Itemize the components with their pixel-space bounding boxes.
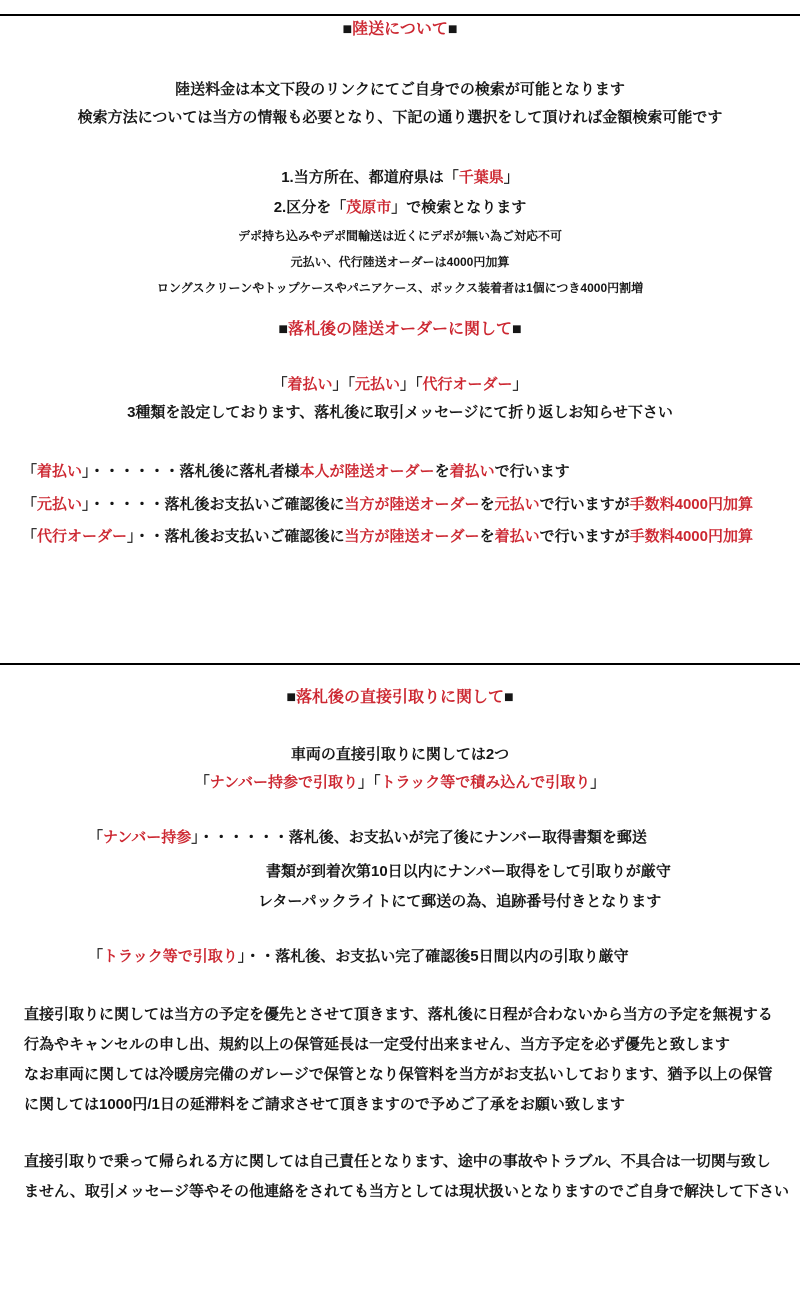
truck-pickup-line: 「トラック等で引取り」・・落札後、お支払い完了確認後5日間以内の引取り厳守 xyxy=(88,948,629,965)
storage-policy-line: 行為やキャンセルの申し出、規約以上の保管延長は一定受付出来ません、当方予定を必ず優先と致します xyxy=(24,1036,730,1053)
pickup-methods-line: 「ナンバー持参で引取り」「トラック等で積み込んで引取り」 xyxy=(194,774,606,791)
number-pickup-note-line: 書類が到着次第10日以内にナンバー取得をして引取りが厳守 xyxy=(266,863,671,880)
storage-policy-line: 直接引取りに関しては当方の予定を優先とさせて頂きます、落札後に日程が合わないから当方の予定を無視する xyxy=(24,1006,773,1023)
pickup-title: ■落札後の直接引取りに関して■ xyxy=(286,689,514,706)
self-risk-line: ません、取引メッセージ等やその他連絡をされても当方としては現状扱いとなりますのでご自身で解決して下さい xyxy=(24,1183,790,1200)
order-detail-line: 「着払い」・・・・・・落札後に落札者様本人が陸送オーダーを着払いで行います xyxy=(22,463,570,480)
transport-intro-line: 陸送料金は本文下段のリンクにてご自身での検索が可能となります xyxy=(175,81,625,98)
transport-note-line: デポ持ち込みやデポ間輸送は近くにデポが無い為ご対応不可 xyxy=(237,229,562,243)
transport-step-line: 2.区分を「茂原市」で検索となります xyxy=(273,199,527,216)
transport-title: ■陸送について■ xyxy=(342,21,458,38)
top-rule xyxy=(0,14,800,16)
self-risk-line: 直接引取りで乗って帰られる方に関しては自己責任となります、途中の事故やトラブル、不具合は一切関与致し xyxy=(24,1153,771,1170)
transport-note-line: ロングスクリーンやトップケースやパニアケース、ボックス装着者は1個につき4000円割増 xyxy=(156,281,644,295)
number-pickup-note-line: レターパックライトにて郵送の為、追跡番号付きとなります xyxy=(258,893,662,910)
order-options-note-line: 3種類を設定しております、落札後に取引メッセージにて折り返しお知らせ下さい xyxy=(127,404,673,421)
transport-note-line: 元払い、代行陸送オーダーは4000円加算 xyxy=(290,255,510,269)
transport-intro-line: 検索方法については当方の情報も必要となり、下記の通り選択をして頂ければ金額検索可能です xyxy=(77,109,723,126)
pickup-intro-line: 車両の直接引取りに関しては2つ xyxy=(290,746,510,763)
transport-step-line: 1.当方所在、都道府県は「千葉県」 xyxy=(281,169,519,186)
order-detail-line: 「元払い」・・・・・落札後お支払いご確認後に当方が陸送オーダーを元払いで行いますが手数料4000円加算 xyxy=(22,496,753,513)
order-title: ■落札後の陸送オーダーに関して■ xyxy=(278,321,522,338)
storage-policy-line: なお車両に関しては冷暖房完備のガレージで保管となり保管料を当方がお支払いしております、猶予以上の保管 xyxy=(24,1066,773,1083)
order-detail-line: 「代行オーダー」・・落札後お支払いご確認後に当方が陸送オーダーを着払いで行いますが手数料4000円加算 xyxy=(22,528,753,545)
order-options-line: 「着払い」「元払い」「代行オーダー」 xyxy=(272,376,528,393)
storage-policy-line: に関しては1000円/1日の延滞料をご請求させて頂きますので予めご了承をお願い致します xyxy=(24,1096,625,1113)
number-pickup-line: 「ナンバー持参」・・・・・・落札後、お支払いが完了後にナンバー取得書類を郵送 xyxy=(88,829,647,846)
section-divider xyxy=(0,663,800,665)
